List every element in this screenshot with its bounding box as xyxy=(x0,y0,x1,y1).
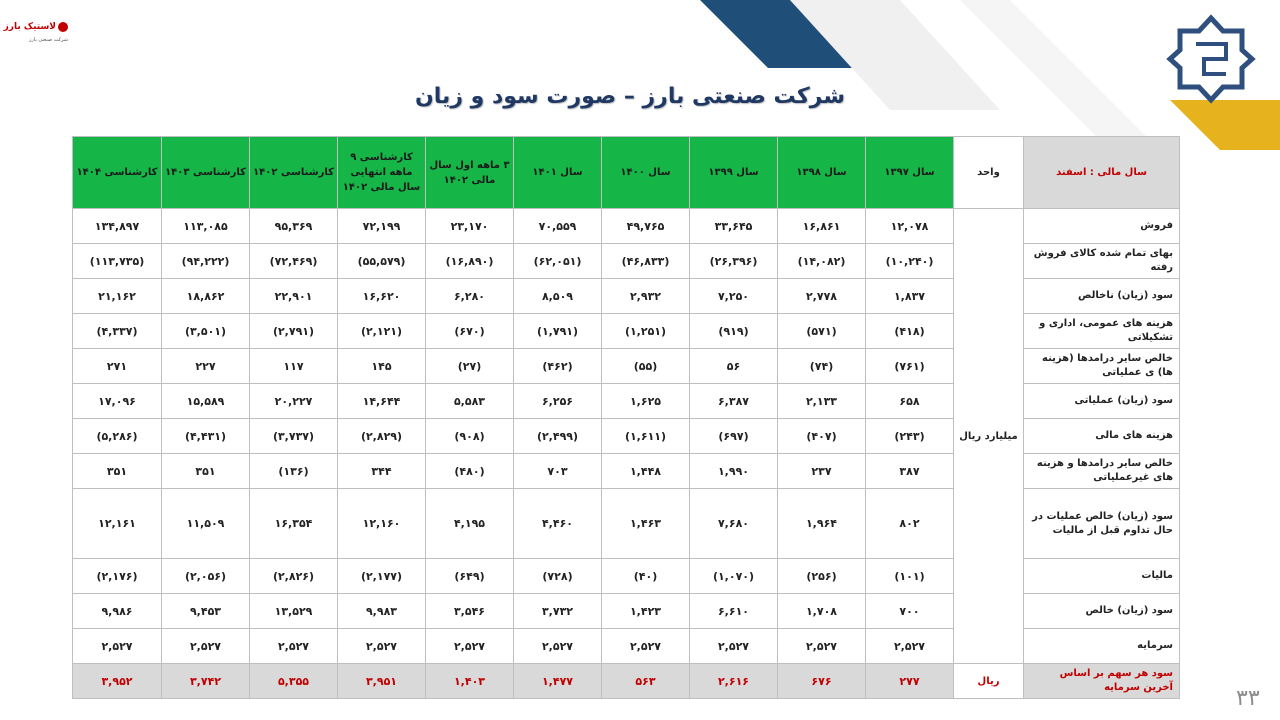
value-cell: ۹۵,۳۶۹ xyxy=(250,209,338,244)
value-cell: (۷۲,۴۶۹) xyxy=(250,244,338,279)
row-label: هزینه های مالی xyxy=(1024,419,1180,454)
value-cell: ۱,۶۲۵ xyxy=(602,384,690,419)
value-cell: ۱۶,۶۲۰ xyxy=(338,279,426,314)
value-cell: ۲,۹۳۲ xyxy=(602,279,690,314)
value-cell: ۱۱,۵۰۹ xyxy=(162,489,250,559)
column-header: ۳ ماهه اول سال مالی ۱۴۰۲ xyxy=(426,137,514,209)
value-cell: ۱۷,۰۹۶ xyxy=(73,384,162,419)
value-cell: ۵,۵۸۳ xyxy=(426,384,514,419)
unit-cell: میلیارد ریال xyxy=(954,209,1024,664)
value-cell: (۲۶,۳۹۶) xyxy=(690,244,778,279)
value-cell: (۲۴۳) xyxy=(866,419,954,454)
value-cell: ۱,۹۹۰ xyxy=(690,454,778,489)
value-cell: (۱,۷۹۱) xyxy=(514,314,602,349)
value-cell: ۲,۵۲۷ xyxy=(866,629,954,664)
value-cell: ۳۸۷ xyxy=(866,454,954,489)
value-cell: ۲,۷۷۸ xyxy=(778,279,866,314)
value-cell: ۳۵۱ xyxy=(162,454,250,489)
value-cell: (۱۴,۰۸۲) xyxy=(778,244,866,279)
value-cell: (۱,۰۷۰) xyxy=(690,559,778,594)
value-cell: (۵۵) xyxy=(602,349,690,384)
value-cell: ۱۳,۵۲۹ xyxy=(250,594,338,629)
value-cell: ۲۳,۱۷۰ xyxy=(426,209,514,244)
value-cell: ۷,۶۸۰ xyxy=(690,489,778,559)
eps-unit-cell: ریال xyxy=(954,664,1024,699)
fiscal-year-header: سال مالی : اسفند xyxy=(1024,137,1180,209)
value-cell: (۵۷۱) xyxy=(778,314,866,349)
row-label: سود (زیان) عملیاتی xyxy=(1024,384,1180,419)
company-logo xyxy=(3,20,70,50)
value-cell: ۶,۶۱۰ xyxy=(690,594,778,629)
row-label: سود (زیان) ناخالص xyxy=(1024,279,1180,314)
row-label: سرمایه xyxy=(1024,629,1180,664)
value-cell: ۱۳۴,۸۹۷ xyxy=(73,209,162,244)
value-cell: ۳,۵۴۶ xyxy=(426,594,514,629)
value-cell: (۴۱۸) xyxy=(866,314,954,349)
page-number: ۳۳ xyxy=(1236,686,1260,711)
value-cell: ۲۰,۲۲۷ xyxy=(250,384,338,419)
value-cell: ۱۱۷ xyxy=(250,349,338,384)
value-cell: (۱۶,۸۹۰) xyxy=(426,244,514,279)
income-statement-table xyxy=(72,136,1180,699)
value-cell: ۲,۵۲۷ xyxy=(338,629,426,664)
value-cell: ۲,۱۳۳ xyxy=(778,384,866,419)
row-label: خالص سایر درامدها و هزینه های غیرعملیاتی xyxy=(1024,454,1180,489)
eps-value-cell: ۱,۴۷۷ xyxy=(514,664,602,699)
logo-subtitle: شرکت صنعتی بارز xyxy=(28,37,68,43)
value-cell: (۹۱۹) xyxy=(690,314,778,349)
value-cell: (۴۰) xyxy=(602,559,690,594)
value-cell: ۱۶,۸۶۱ xyxy=(778,209,866,244)
logo-name: لاستیک بارز xyxy=(3,22,56,32)
eps-value-cell: ۲۷۷ xyxy=(866,664,954,699)
value-cell: (۴۰۷) xyxy=(778,419,866,454)
row-label: سود (زیان) خالص عملیات در حال تداوم قبل از مالیات xyxy=(1024,489,1180,559)
column-header: کارشناسی ۱۴۰۲ xyxy=(250,137,338,209)
value-cell: ۲۷۱ xyxy=(73,349,162,384)
value-cell: (۱,۲۵۱) xyxy=(602,314,690,349)
value-cell: ۶,۲۵۶ xyxy=(514,384,602,419)
value-cell: (۷۲۸) xyxy=(514,559,602,594)
row-label: مالیات xyxy=(1024,559,1180,594)
value-cell: (۱۱۳,۷۳۵) xyxy=(73,244,162,279)
value-cell: ۷۲,۱۹۹ xyxy=(338,209,426,244)
value-cell: ۷۰۳ xyxy=(514,454,602,489)
value-cell: ۴,۱۹۵ xyxy=(426,489,514,559)
value-cell: (۱۳۶) xyxy=(250,454,338,489)
value-cell: (۱۰,۲۴۰) xyxy=(866,244,954,279)
eps-value-cell: ۳,۹۵۱ xyxy=(338,664,426,699)
value-cell: (۵,۲۸۶) xyxy=(73,419,162,454)
value-cell: ۲۲۷ xyxy=(162,349,250,384)
eps-value-cell: ۲,۶۱۶ xyxy=(690,664,778,699)
value-cell: (۱,۶۱۱) xyxy=(602,419,690,454)
eps-value-cell: ۱,۴۰۳ xyxy=(426,664,514,699)
value-cell: ۲,۵۲۷ xyxy=(250,629,338,664)
value-cell: ۶,۲۸۰ xyxy=(426,279,514,314)
value-cell: (۴۶۲) xyxy=(514,349,602,384)
value-cell: ۲,۵۲۷ xyxy=(602,629,690,664)
value-cell: ۱۲,۱۶۱ xyxy=(73,489,162,559)
value-cell: ۱۴,۶۴۴ xyxy=(338,384,426,419)
value-cell: ۱۲,۰۷۸ xyxy=(866,209,954,244)
value-cell: ۱۴۵ xyxy=(338,349,426,384)
value-cell: ۸,۵۰۹ xyxy=(514,279,602,314)
value-cell: (۴,۴۳۱) xyxy=(162,419,250,454)
value-cell: ۲۳۷ xyxy=(778,454,866,489)
unit-header: واحد xyxy=(954,137,1024,209)
value-cell: ۱,۷۰۸ xyxy=(778,594,866,629)
value-cell: ۷۰,۵۵۹ xyxy=(514,209,602,244)
value-cell: (۷۴) xyxy=(778,349,866,384)
value-cell: (۲,۸۲۹) xyxy=(338,419,426,454)
value-cell: ۲,۵۲۷ xyxy=(778,629,866,664)
value-cell: ۷۰۰ xyxy=(866,594,954,629)
value-cell: ۱۶,۳۵۴ xyxy=(250,489,338,559)
value-cell: (۲,۸۲۶) xyxy=(250,559,338,594)
row-label: هزینه های عمومی، اداری و تشکیلاتی xyxy=(1024,314,1180,349)
value-cell: (۶۹۷) xyxy=(690,419,778,454)
eps-value-cell: ۳,۷۴۲ xyxy=(162,664,250,699)
value-cell: ۱,۹۶۴ xyxy=(778,489,866,559)
value-cell: (۲۷) xyxy=(426,349,514,384)
eps-value-cell: ۳,۹۵۲ xyxy=(73,664,162,699)
value-cell: ۷,۲۵۰ xyxy=(690,279,778,314)
value-cell: (۲,۰۵۶) xyxy=(162,559,250,594)
value-cell: ۱,۸۳۷ xyxy=(866,279,954,314)
table-row xyxy=(73,209,1180,244)
value-cell: ۵۶ xyxy=(690,349,778,384)
value-cell: ۱۲,۱۶۰ xyxy=(338,489,426,559)
value-cell: ۱۵,۵۸۹ xyxy=(162,384,250,419)
value-cell: (۶۷۰) xyxy=(426,314,514,349)
value-cell: (۹۰۸) xyxy=(426,419,514,454)
row-label: فروش xyxy=(1024,209,1180,244)
eps-value-cell: ۵۶۳ xyxy=(602,664,690,699)
value-cell: (۶۴۹) xyxy=(426,559,514,594)
value-cell: ۶۵۸ xyxy=(866,384,954,419)
value-cell: ۴۹,۷۶۵ xyxy=(602,209,690,244)
value-cell: (۴۸۰) xyxy=(426,454,514,489)
column-header: سال ۱۴۰۰ xyxy=(602,137,690,209)
value-cell: (۲,۱۲۱) xyxy=(338,314,426,349)
column-header: کارشناسی ۱۴۰۳ xyxy=(162,137,250,209)
value-cell: (۲,۷۹۱) xyxy=(250,314,338,349)
value-cell: (۳,۷۳۷) xyxy=(250,419,338,454)
value-cell: ۲,۵۲۷ xyxy=(162,629,250,664)
value-cell: ۲۲,۹۰۱ xyxy=(250,279,338,314)
value-cell: ۱,۴۴۸ xyxy=(602,454,690,489)
value-cell: ۸۰۲ xyxy=(866,489,954,559)
value-cell: (۶۲,۰۵۱) xyxy=(514,244,602,279)
value-cell: (۷۶۱) xyxy=(866,349,954,384)
value-cell: ۲,۵۲۷ xyxy=(426,629,514,664)
value-cell: (۲۵۶) xyxy=(778,559,866,594)
eps-row xyxy=(73,664,1180,699)
value-cell: (۳,۵۰۱) xyxy=(162,314,250,349)
value-cell: ۹,۹۸۳ xyxy=(338,594,426,629)
value-cell: ۴,۴۶۰ xyxy=(514,489,602,559)
column-header: سال ۱۴۰۱ xyxy=(514,137,602,209)
value-cell: (۴,۳۳۷) xyxy=(73,314,162,349)
value-cell: ۱,۴۲۳ xyxy=(602,594,690,629)
column-header: سال ۱۳۹۸ xyxy=(778,137,866,209)
row-label: سود (زیان) خالص xyxy=(1024,594,1180,629)
value-cell: ۲۱,۱۶۲ xyxy=(73,279,162,314)
value-cell: ۳۴۴ xyxy=(338,454,426,489)
eps-value-cell: ۶۷۶ xyxy=(778,664,866,699)
value-cell: ۲,۵۲۷ xyxy=(73,629,162,664)
page-title: شرکت صنعتی بارز – صورت سود و زیان xyxy=(415,84,845,109)
value-cell: ۱۸,۸۶۲ xyxy=(162,279,250,314)
column-header: کارشناسی ۹ ماهه انتهایی سال مالی ۱۴۰۲ xyxy=(338,137,426,209)
value-cell: ۱,۴۶۳ xyxy=(602,489,690,559)
value-cell: ۳,۷۳۲ xyxy=(514,594,602,629)
value-cell: ۲,۵۲۷ xyxy=(690,629,778,664)
row-label: بهای تمام شده کالای فروش رفته xyxy=(1024,244,1180,279)
value-cell: ۱۱۳,۰۸۵ xyxy=(162,209,250,244)
value-cell: (۲,۱۷۷) xyxy=(338,559,426,594)
value-cell: ۳۳,۶۴۵ xyxy=(690,209,778,244)
value-cell: (۴۶,۸۳۳) xyxy=(602,244,690,279)
column-header: سال ۱۳۹۹ xyxy=(690,137,778,209)
value-cell: ۶,۳۸۷ xyxy=(690,384,778,419)
value-cell: ۳۵۱ xyxy=(73,454,162,489)
value-cell: (۵۵,۵۷۹) xyxy=(338,244,426,279)
row-label: خالص سایر درامدها (هزینه ها) ی عملیاتی xyxy=(1024,349,1180,384)
value-cell: (۲,۱۷۶) xyxy=(73,559,162,594)
value-cell: (۲,۴۹۹) xyxy=(514,419,602,454)
logo-mark-icon xyxy=(58,22,68,32)
column-header: کارشناسی ۱۴۰۴ xyxy=(73,137,162,209)
column-header: سال ۱۳۹۷ xyxy=(866,137,954,209)
eps-label: سود هر سهم بر اساس آخرین سرمایه xyxy=(1024,664,1180,699)
value-cell: ۹,۴۵۳ xyxy=(162,594,250,629)
value-cell: ۲,۵۲۷ xyxy=(514,629,602,664)
value-cell: (۹۴,۲۲۲) xyxy=(162,244,250,279)
value-cell: (۱۰۱) xyxy=(866,559,954,594)
value-cell: ۹,۹۸۶ xyxy=(73,594,162,629)
eps-value-cell: ۵,۳۵۵ xyxy=(250,664,338,699)
